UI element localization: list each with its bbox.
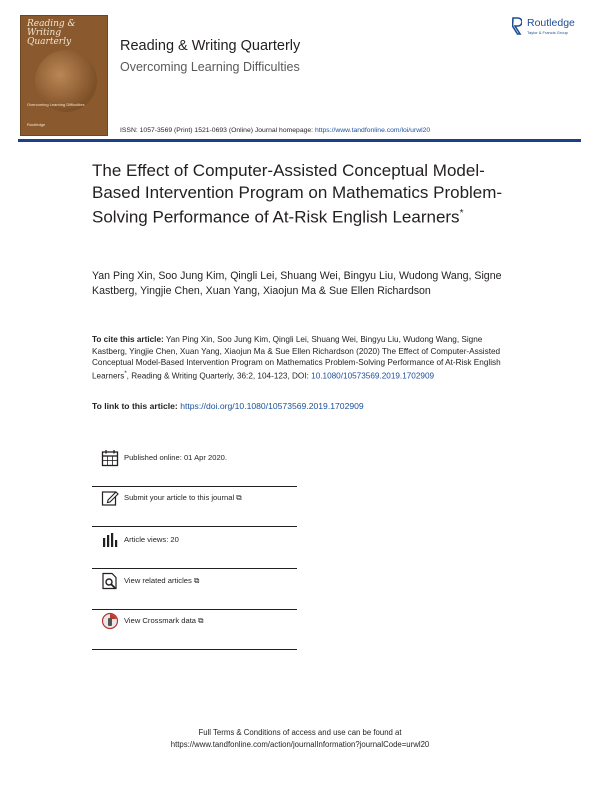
cover-subtitle: Overcoming Learning Difficulties xyxy=(27,102,85,107)
row-divider xyxy=(92,609,297,610)
crossmark-link[interactable]: View Crossmark data ⧉ xyxy=(124,616,204,625)
info-row-related[interactable] xyxy=(92,572,297,612)
external-link-icon: ⧉ xyxy=(198,616,204,625)
publisher-logo[interactable] xyxy=(512,17,590,39)
info-row-published xyxy=(92,449,297,489)
related-articles-link[interactable]: View related articles ⧉ xyxy=(124,576,200,585)
title-footnote-mark: * xyxy=(459,208,464,219)
citation-footnote-mark: * xyxy=(124,370,127,377)
bar-chart-icon xyxy=(101,531,119,549)
cover-title: Reading & Writing Quarterly xyxy=(27,19,76,47)
issn-line xyxy=(120,127,430,134)
article-link-line xyxy=(92,401,364,411)
article-views: Article views: 20 xyxy=(124,535,179,544)
link-label: To link to this article: xyxy=(92,401,181,411)
footer xyxy=(0,727,600,751)
publisher-name: Routledge xyxy=(527,17,575,29)
header-divider xyxy=(18,139,581,142)
article-link[interactable]: https://doi.org/10.1080/10573569.2019.1702909 xyxy=(180,401,364,411)
journal-subtitle: Overcoming Learning Difficulties xyxy=(120,60,300,74)
cover-publisher: Routledge xyxy=(27,122,46,127)
related-articles-icon xyxy=(101,572,119,590)
info-row-views xyxy=(92,531,297,571)
journal-cover xyxy=(20,15,108,136)
row-divider xyxy=(92,568,297,569)
row-divider xyxy=(92,649,297,650)
info-row-submit[interactable] xyxy=(92,489,297,529)
article-title-text: The Effect of Computer-Assisted Conceptual Model-Based Intervention Program on Mathematics Problem-Solving Performance of At-Risk English Learners xyxy=(92,161,503,227)
footer-terms-link[interactable]: https://www.tandfonline.com/action/journalInformation?journalCode=urwl20 xyxy=(170,740,430,749)
info-row-crossmark[interactable] xyxy=(92,612,297,652)
author-list: Yan Ping Xin, Soo Jung Kim, Qingli Lei, Shuang Wei, Bingyu Liu, Wudong Wang, Signe Kastberg, Yingjie Chen, Xuan Yang, Xiaojun Ma & Sue Ellen Richardson xyxy=(92,270,502,297)
edit-icon xyxy=(101,489,119,507)
row-divider xyxy=(92,486,297,487)
citation-label: To cite this article: xyxy=(92,335,164,344)
issn-text: ISSN: 1057-3569 (Print) 1521-0693 (Online) Journal homepage: xyxy=(120,127,315,134)
doi-link[interactable]: 10.1080/10573569.2019.1702909 xyxy=(311,371,435,381)
crossmark-icon xyxy=(101,612,119,630)
published-date: Published online: 01 Apr 2020. xyxy=(124,453,228,462)
external-link-icon: ⧉ xyxy=(193,576,200,585)
calendar-icon xyxy=(101,449,119,467)
submit-article-link[interactable]: Submit your article to this journal ⧉ xyxy=(124,493,242,502)
publisher-tagline: Taylor & Francis Group xyxy=(527,30,568,35)
routledge-logo-icon xyxy=(512,17,522,35)
journal-homepage-link[interactable]: https://www.tandfonline.com/loi/urwl20 xyxy=(314,127,431,134)
external-link-icon: ⧉ xyxy=(236,493,242,502)
citation-text: Yan Ping Xin, Soo Jung Kim, Qingli Lei, Shuang Wei, Bingyu Liu, Wudong Wang, Signe Kastberg, Yingjie Chen, Xuan Yang, Xiaojun Ma & Sue Ellen Richardson (2020) The Effect of Computer-Assisted Conceptual Model-Based Intervention Program on Mathematics Problem-Solving Performance of At-Risk English Learners xyxy=(92,335,501,381)
row-divider xyxy=(92,526,297,527)
journal-title: Reading & Writing Quarterly xyxy=(120,38,301,54)
citation-block xyxy=(92,334,512,382)
article-title xyxy=(92,160,512,228)
footer-terms: Full Terms & Conditions of access and use can be found at xyxy=(198,728,402,737)
citation-source: , Reading & Writing Quarterly, 36:2, 104-123, DOI: xyxy=(126,371,312,381)
